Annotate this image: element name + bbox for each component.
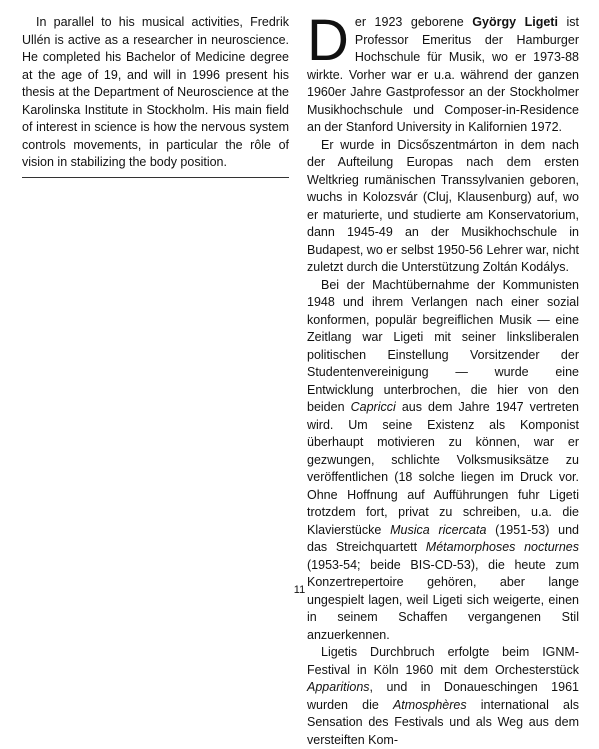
page-number: 11 — [293, 584, 306, 596]
english-paragraph: In parallel to his musical activities, Fredrik Ullén is active as a researcher in neuroscience. He completed his Bachelor of Medicine degree at the age of 19, and will in 1996 present his thesis at the Department of Neuroscience at the Karolinska Institute in Stockholm. His main field of interest in science is how the nervous system controls movements, in particular the rôle of vision in stabilizing the body position. — [22, 15, 289, 169]
text-run: Ligetis Durchbruch erfolgte beim IGNM-Festival in Köln 1960 mit dem Orchesterstück — [307, 645, 579, 677]
text-run: , und in Donaueschingen 1961 wurden die — [307, 680, 579, 712]
text-run: (1953-54; beide BIS-CD-53), die heute zum Konzertrepertoire gehören, aber lange ungespielt lagen, weil Ligeti sich weigerte, einen in seinem Schaffen vergangenen Stil anzuerkennen. — [307, 557, 579, 642]
german-column — [307, 8, 580, 749]
german-paragraph-4 — [307, 644, 579, 749]
work-title: Capricci — [350, 400, 396, 414]
work-title: Atmosphères — [392, 697, 467, 712]
work-title: Musica ricercata — [390, 522, 487, 537]
text-run: international als Sensation des Festivals und als Weg aus dem versteiften Kom- — [307, 697, 579, 747]
text-run: (1951-53) und das Streichquartett — [307, 522, 579, 554]
drop-cap: D — [307, 8, 349, 73]
work-title: Apparitions — [307, 680, 370, 694]
english-column — [22, 14, 289, 172]
text-run: Bei der Machtübernahme der Kommunisten 1948 und ihrem Verlangen nach einer sozial konformen, populär begreiflichen Musik — eine Zeitlang war Ligeti mit seiner linksliberalen politischen Einstellung Vorsitzender der Studentenvereinigung — wurde eine Entwicklung unterbrochen, die hier von den beiden — [307, 277, 579, 414]
text-run: aus dem Jahre 1947 vertreten wird. Um seine Existenz als Komponist überhaupt motivieren zu können, war er gezwungen, schlichte Volksmusiksätze zu veröffentlichen (18 solche liegen im Druck vor. Ohne Hoffnung auf Aufführungen fuhr Ligeti trotzdem fort, privat zu schreiben, u.a. die Klavierstücke — [307, 400, 579, 537]
work-title: Métamorphoses nocturnes — [425, 540, 579, 554]
text-run: er 1923 geborene — [354, 15, 473, 29]
german-paragraph-1 — [307, 8, 580, 137]
text-run: ist Professor Emeritus der Hamburger Hochschule für Musik, wo er 1973-88 wirkte. Vorher war er u.a. während der ganzen 1960er Jahre Gastprofessor an der Stockholmer Musikhochschule und Composer-in-Residence an der Stanford University in Kalifornien 1972. — [307, 15, 580, 134]
section-divider — [22, 177, 289, 178]
german-paragraph-2: Er wurde in Dicsőszentmárton in dem nach der Aufteilung Europas nach dem ersten Weltkrieg rumänischen Transsylvanien geboren, wuchs in Kolozsvár (Cluj, Klausenburg) auf, wo er maturierte, und studierte am Konservatorium, dann 1945-49 an der Musikhochschule in Budapest, wo er selbst 1950-56 Lehrer war, nicht zuletzt durch die Unterstützung Zoltán Kodálys. — [307, 137, 579, 274]
composer-name: György Ligeti — [472, 15, 558, 29]
